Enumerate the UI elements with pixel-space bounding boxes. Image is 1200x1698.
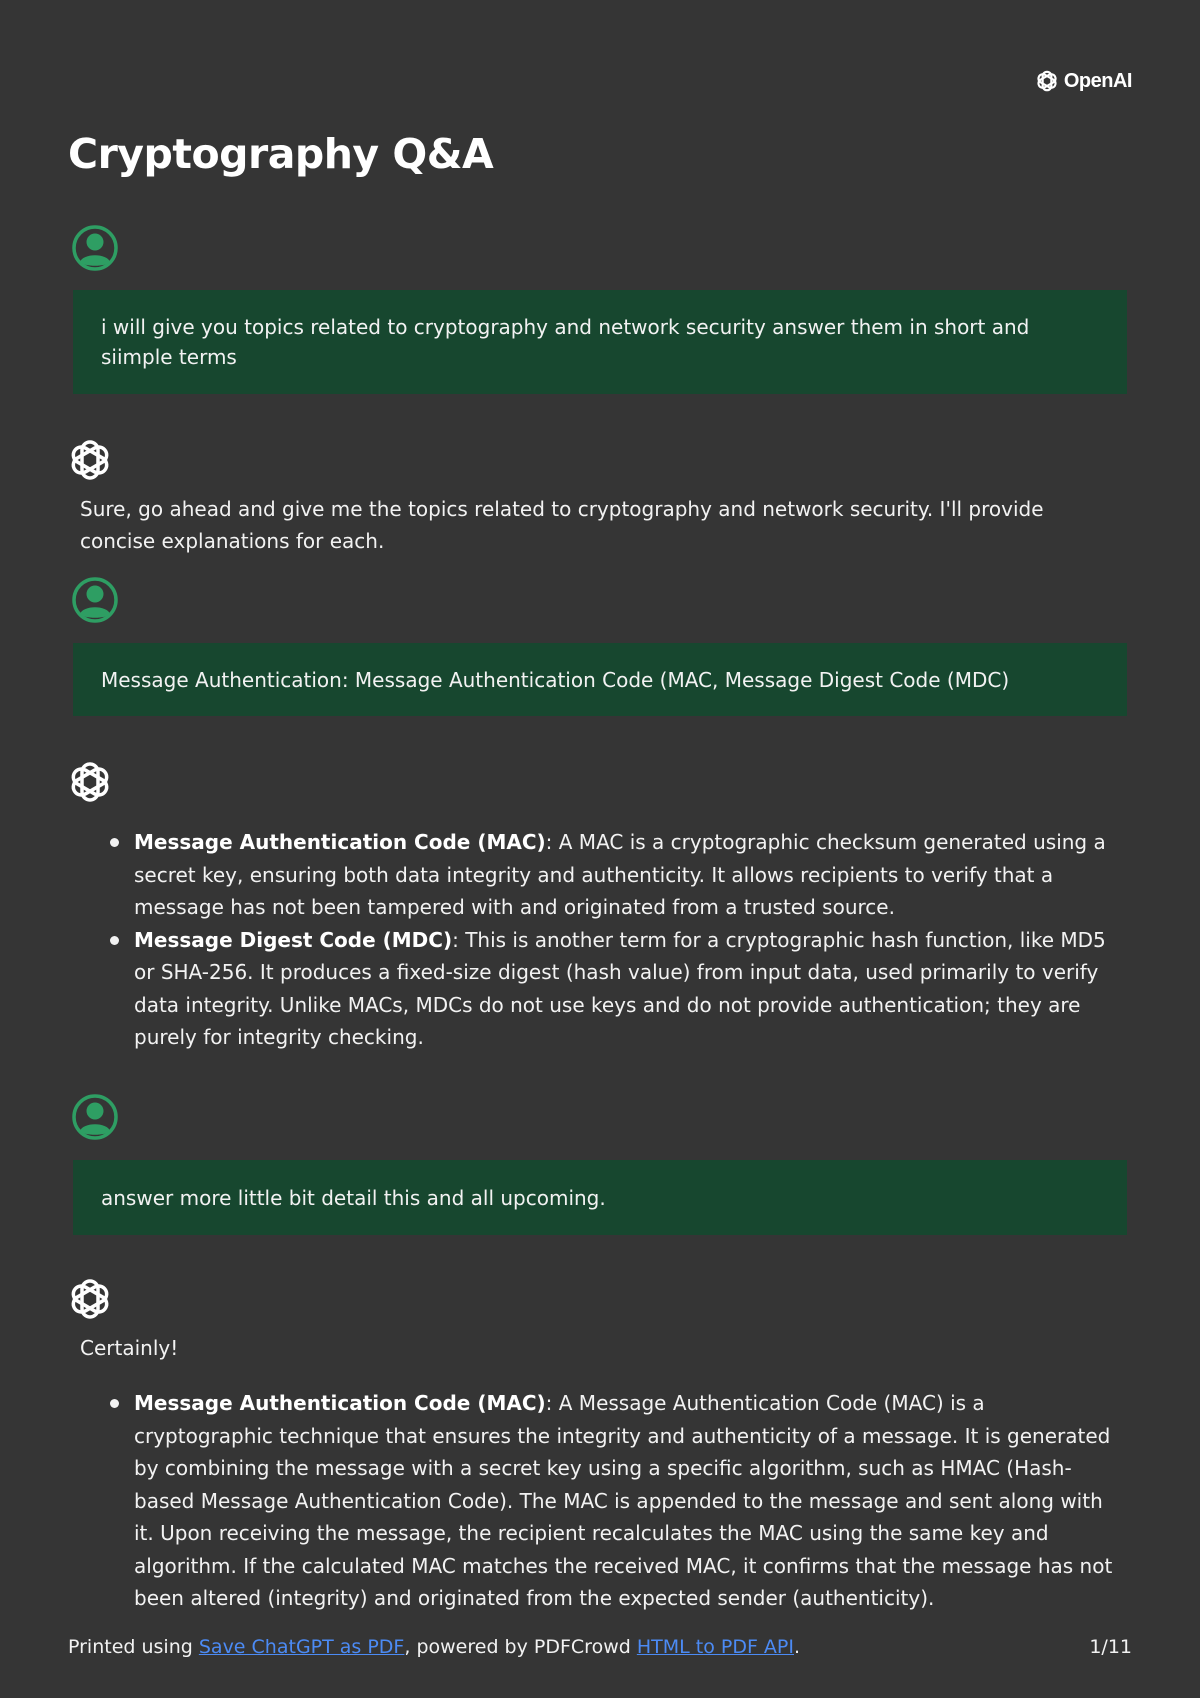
chatgpt-icon	[66, 758, 114, 806]
list-item	[108, 924, 1128, 1054]
footer-credit	[68, 1636, 800, 1658]
list-item	[108, 1387, 1128, 1615]
user-message	[73, 1160, 1127, 1235]
assistant-message-text: Sure, go ahead and give me the topics related to cryptography and network security. I'll provide concise explanations for each.	[80, 497, 1044, 553]
assistant-bullet-list	[108, 1387, 1128, 1615]
page-title: Cryptography Q&A	[68, 130, 494, 178]
html-to-pdf-link[interactable]: HTML to PDF API	[636, 1636, 794, 1658]
user-message-text: i will give you topics related to cryptography and network security answer them in short and siimple terms	[101, 315, 1030, 369]
assistant-message-text: Certainly!	[80, 1336, 179, 1360]
footer-middle: , powered by PDFCrowd	[404, 1636, 637, 1658]
footer-suffix: .	[793, 1636, 801, 1658]
print-footer	[68, 1636, 1132, 1658]
bullet-text: : A Message Authentication Code (MAC) is a cryptographic technique that ensures the integrity and authenticity of a message. It is generated by combining the message with a secret key using a specific algorithm, such as HMAC (Hash-based Message Authentication Code). The MAC is appended to the message and sent along with it. Upon receiving the message, the recipient recalculates the MAC using the same key and algorithm. If the calculated MAC matches the received MAC, it confirms that the message has not been altered (integrity) and originated from the expected sender (authenticity).	[134, 1391, 1113, 1610]
chatgpt-icon	[66, 1275, 114, 1323]
save-chatgpt-link[interactable]: Save ChatGPT as PDF	[198, 1636, 405, 1658]
openai-icon	[1034, 68, 1060, 94]
list-item	[108, 826, 1128, 924]
user-avatar-icon	[72, 577, 118, 623]
brand-name: OpenAI	[1063, 69, 1132, 92]
bullet-text: : This is another term for a cryptographic hash function, like MD5 or SHA-256. It produces a fixed-size digest (hash value) from input data, used primarily to verify data integrity. Unlike MACs, MDCs do not use keys and do not provide authentication; they are purely for integrity checking.	[134, 927, 1106, 1049]
openai-logo	[1034, 68, 1132, 94]
assistant-bullet-list	[108, 826, 1128, 1054]
chatgpt-icon	[66, 436, 114, 484]
bullet-text: : A MAC is a cryptographic checksum generated using a secret key, ensuring both data integrity and authenticity. It allows recipients to verify that a message has not been tampered with and originated from a trusted source.	[134, 830, 1106, 919]
bullet-term: Message Authentication Code (MAC)	[134, 1391, 546, 1415]
bullet-term: Message Authentication Code (MAC)	[134, 830, 546, 854]
user-message-text: Message Authentication: Message Authentication Code (MAC, Message Digest Code (MDC)	[101, 667, 1010, 692]
footer-prefix: Printed using	[68, 1636, 199, 1658]
user-message	[73, 290, 1127, 394]
page-number: 1/11	[1089, 1636, 1132, 1658]
user-message-text: answer more little bit detail this and all upcoming.	[101, 1185, 606, 1210]
user-message	[73, 643, 1127, 716]
bullet-term: Message Digest Code (MDC)	[134, 927, 453, 952]
user-avatar-icon	[72, 225, 118, 271]
user-avatar-icon	[72, 1094, 118, 1140]
